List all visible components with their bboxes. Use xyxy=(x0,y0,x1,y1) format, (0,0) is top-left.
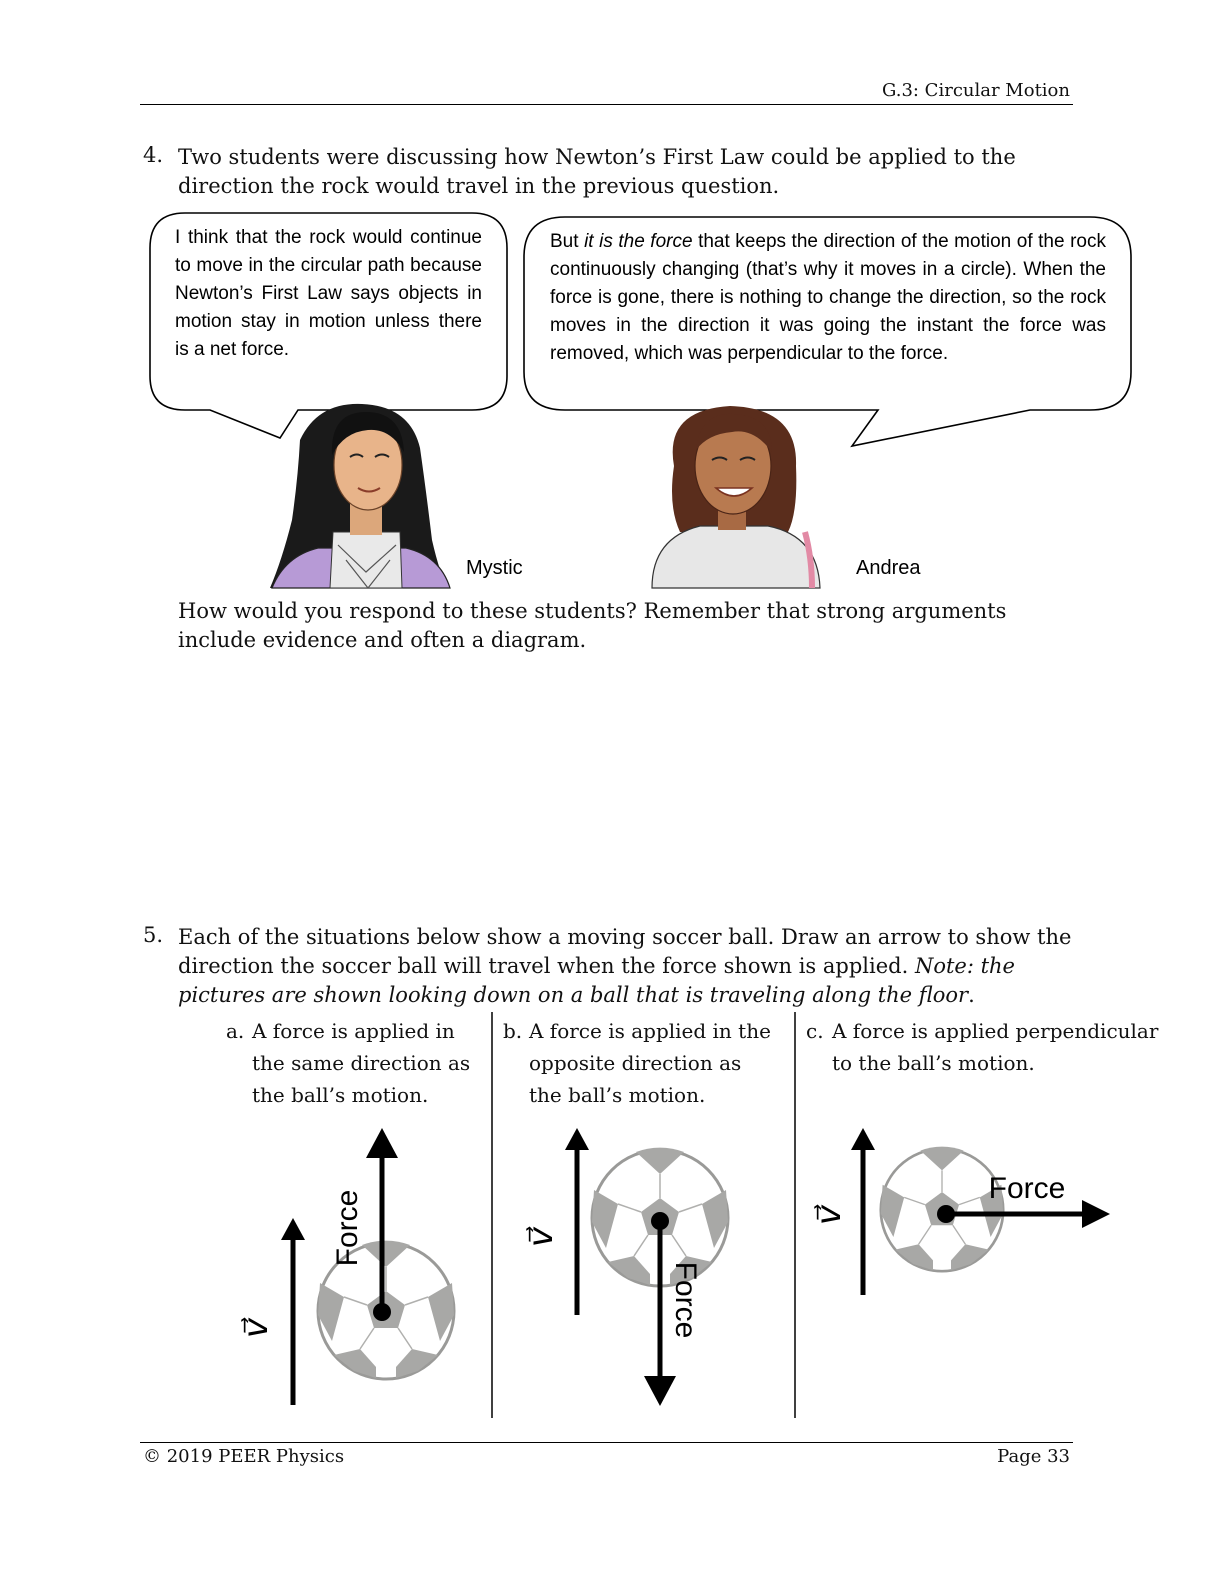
mystic-name-label: Mystic xyxy=(466,557,523,579)
question-4-prompt: How would you respond to these students? Remember that strong arguments include evidence and often a diagram. xyxy=(178,599,1007,652)
question-4-number: 4. xyxy=(143,143,164,167)
part-b-letter: b. xyxy=(503,1019,523,1043)
force-label-a: Force xyxy=(331,1189,364,1267)
part-c-text: A force is applied perpendicular to the ball’s motion. xyxy=(832,1019,1159,1075)
section-title: G.3: Circular Motion xyxy=(881,80,1070,101)
part-a-text: A force is applied in the same direction as the ball’s motion. xyxy=(252,1019,471,1107)
force-arrowhead-a xyxy=(366,1128,398,1158)
velocity-label-c: v⃗ xyxy=(810,1204,848,1226)
part-c-letter: c. xyxy=(806,1019,824,1043)
part-b-text: A force is applied in the opposite direction as the ball’s motion. xyxy=(529,1019,771,1107)
page-number: Page 33 xyxy=(997,1446,1070,1467)
velocity-label-a: v⃗ xyxy=(237,1317,275,1339)
diagram-a xyxy=(237,1128,454,1405)
mystic-speech-text: I think that the rock would continue to move in the circular path because Newton’s First Law says objects in motion stay in motion unless there is a net force. xyxy=(175,227,482,360)
question-5-text: Each of the situations below show a moving soccer ball. Draw an arrow to show the direction the soccer ball will travel when the force shown is applied. Note: the pictures are shown looking down on a ball that is traveling along the floor. xyxy=(178,925,1072,1007)
velocity-arrowhead-b xyxy=(565,1128,589,1150)
andrea-name-label: Andrea xyxy=(856,557,921,579)
force-arrowhead-c xyxy=(1082,1200,1110,1228)
diagram-b xyxy=(522,1128,728,1406)
force-arrowhead-b xyxy=(644,1376,676,1406)
question-5-number: 5. xyxy=(143,923,164,947)
footer-divider xyxy=(140,1442,1073,1443)
force-label-b: Force xyxy=(669,1261,702,1339)
andrea-speech-text: But it is the force that keeps the direction of the motion of the rock continuously changing (that’s why it moves in a circle). When the force is gone, there is nothing to change the direction, so the rock moves in the direction it was going the instant the force was removed, which was perpendicular to the force. xyxy=(550,231,1106,364)
velocity-arrowhead-a xyxy=(281,1218,305,1240)
part-a-letter: a. xyxy=(226,1019,245,1043)
force-label-c: Force xyxy=(988,1172,1066,1205)
diagram-c xyxy=(810,1128,1110,1295)
velocity-arrowhead-c xyxy=(851,1128,875,1150)
question-4-text: Two students were discussing how Newton’s First Law could be applied to the direction the rock would travel in the previous question. xyxy=(178,145,1016,198)
velocity-label-b: v⃗ xyxy=(522,1226,560,1248)
copyright-text: © 2019 PEER Physics xyxy=(143,1446,345,1467)
